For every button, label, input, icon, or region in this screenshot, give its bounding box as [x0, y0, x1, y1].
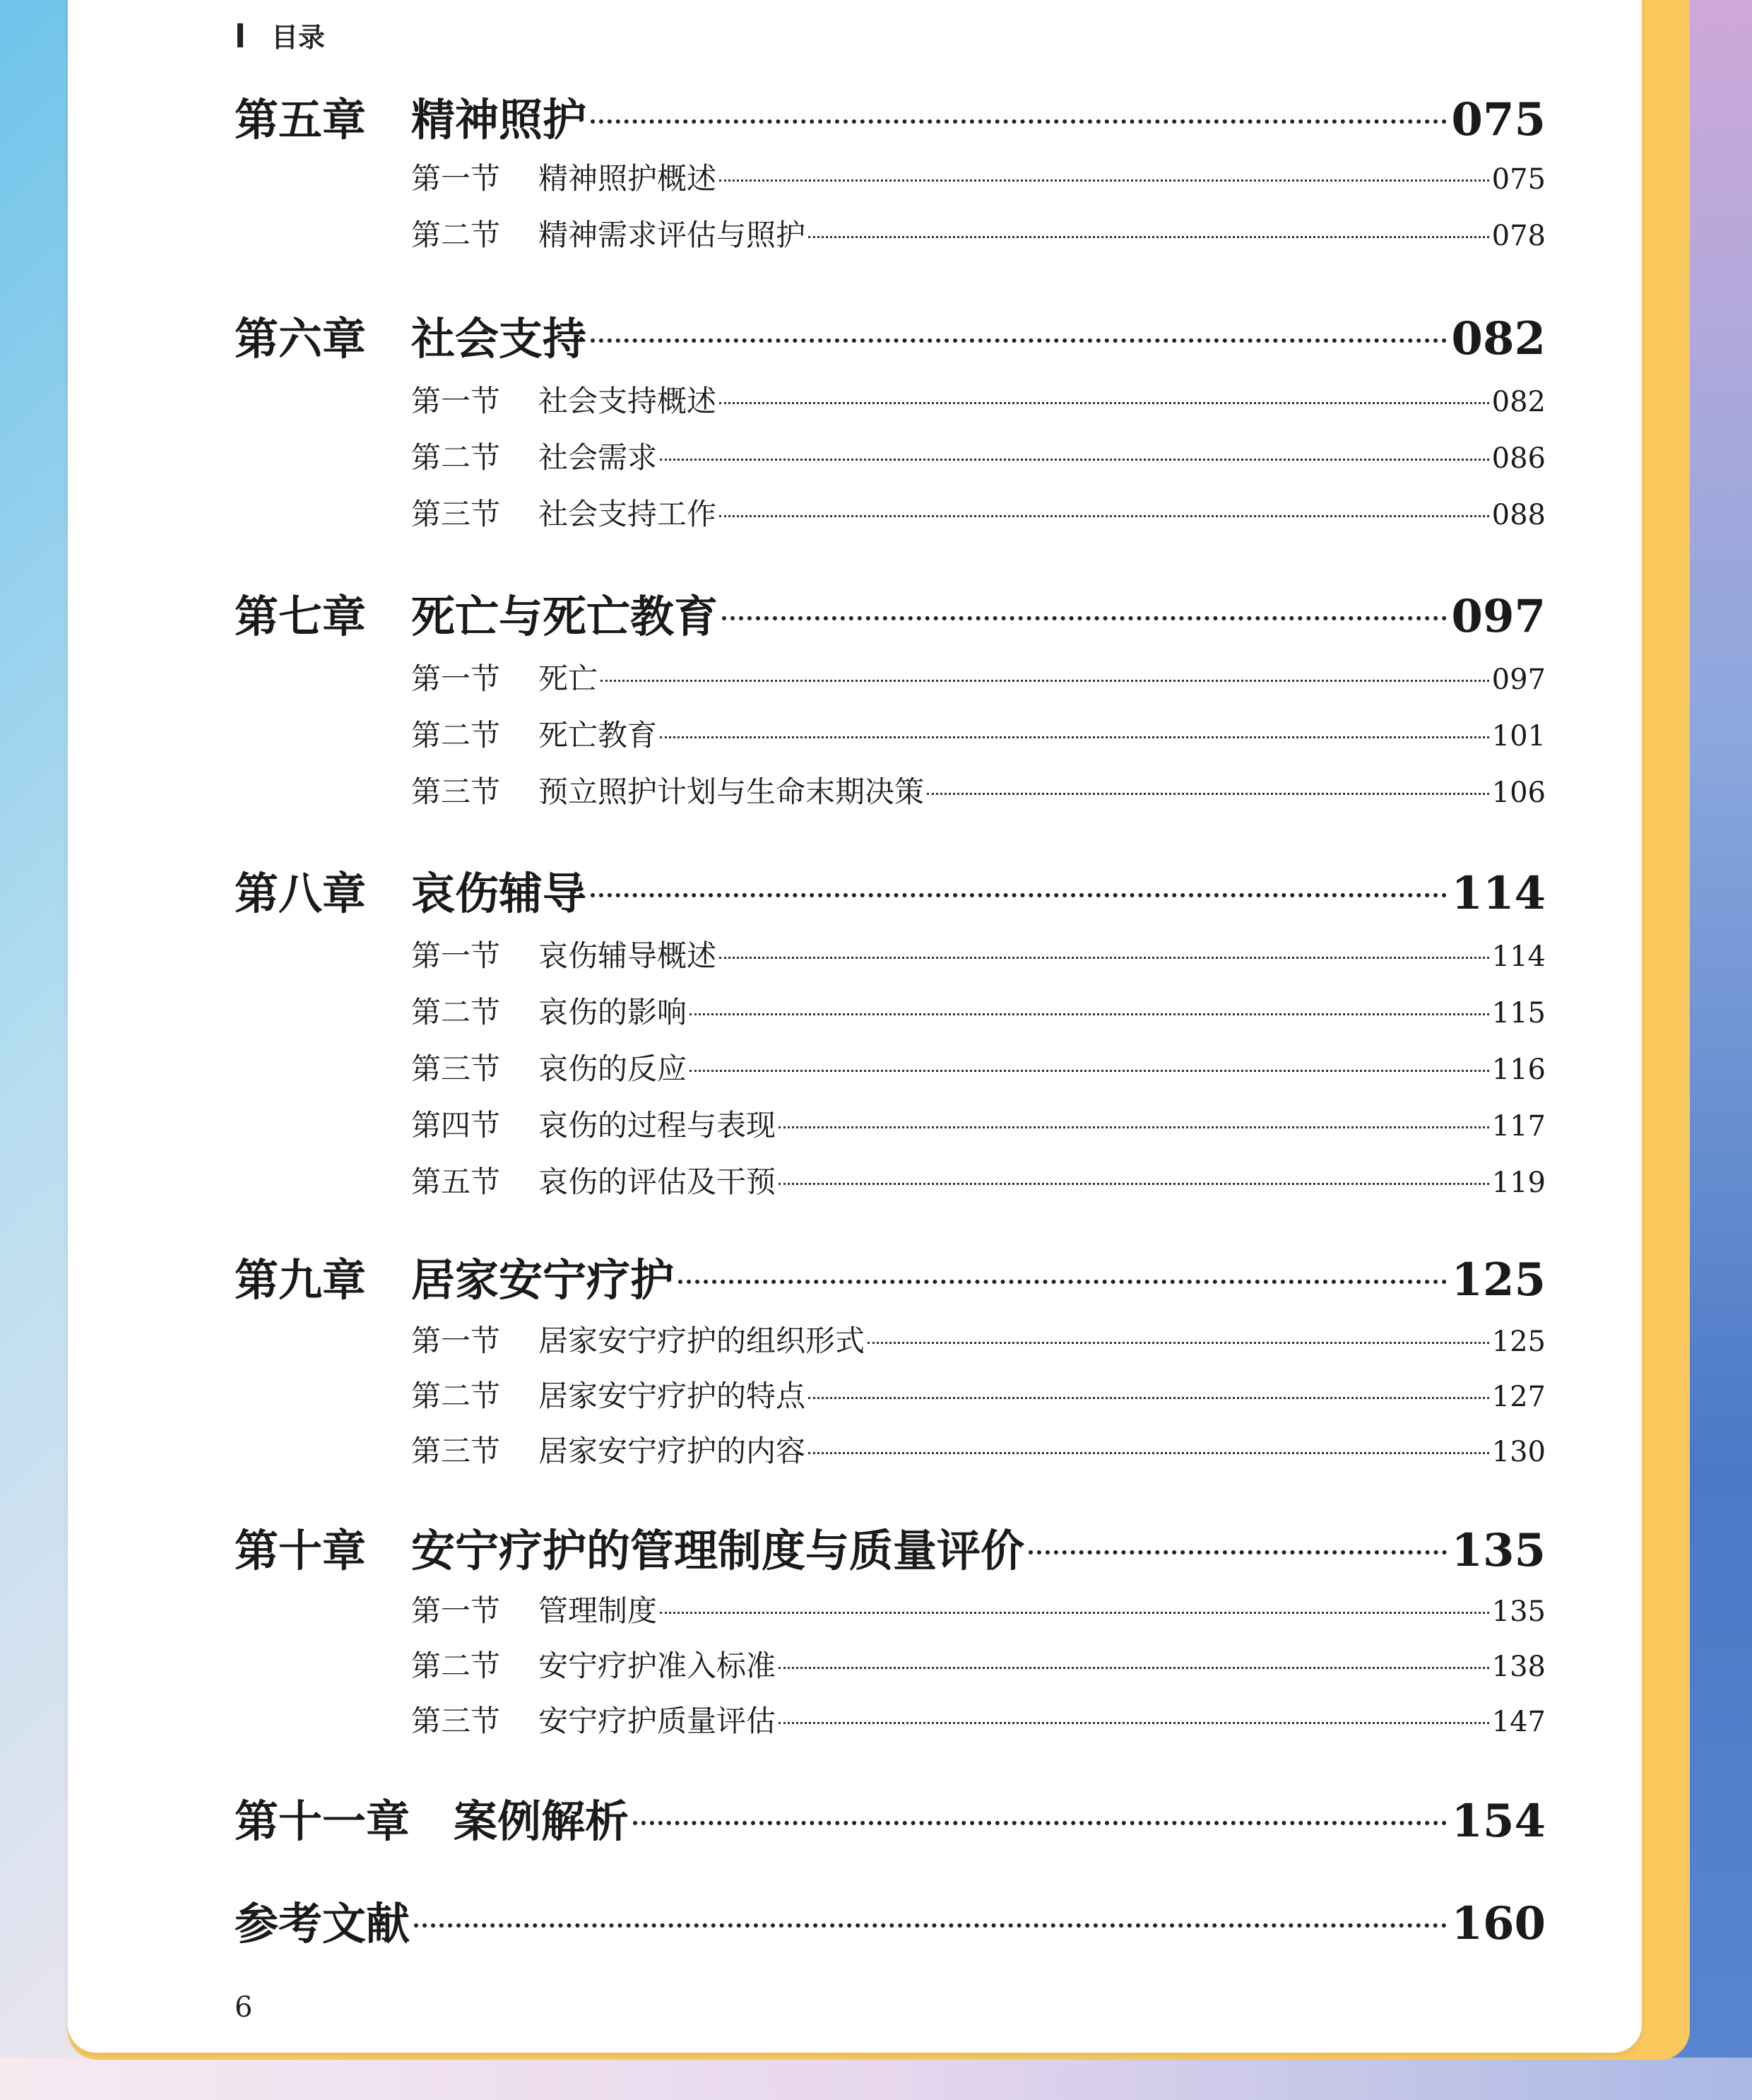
dot-leader: [719, 179, 1489, 182]
section-number: 第二节: [411, 1379, 501, 1413]
section-number: 第五节: [411, 1164, 501, 1199]
chapter-title: 安宁疗护的管理制度与质量评价: [411, 1525, 1025, 1576]
running-head: [237, 16, 325, 54]
section-number: 第三节: [411, 1051, 501, 1086]
dot-leader: [591, 119, 1447, 124]
dot-leader: [779, 1183, 1489, 1185]
toc-chapter[interactable]: [235, 1516, 1546, 1577]
section-number: 第二节: [411, 718, 501, 753]
dot-leader: [779, 1667, 1489, 1669]
dot-leader: [808, 236, 1489, 238]
dot-leader: [633, 1821, 1447, 1825]
chapter-page: 154: [1451, 1795, 1546, 1848]
section-title: 居家安宁疗护的内容: [538, 1434, 806, 1468]
running-head-text: 目录: [271, 21, 326, 53]
dot-leader: [660, 1612, 1489, 1614]
dot-leader: [808, 1397, 1489, 1399]
section-page: 097: [1491, 663, 1546, 696]
dot-leader: [927, 793, 1489, 795]
section-page: 106: [1491, 777, 1546, 809]
chapter-number: 第十一章: [235, 1795, 410, 1847]
section-title: 社会需求: [538, 440, 658, 475]
toc-section[interactable]: [411, 491, 1546, 531]
chapter-number: 第五章: [235, 94, 367, 146]
section-page: 127: [1491, 1381, 1546, 1413]
section-number: 第一节: [411, 1323, 501, 1358]
section-number: 第一节: [411, 161, 501, 196]
toc-section[interactable]: [411, 656, 1546, 695]
toc-section[interactable]: [411, 1373, 1546, 1412]
dot-leader: [678, 1280, 1447, 1284]
section-title: 居家安宁疗护的特点: [538, 1379, 806, 1413]
section-title: 社会支持工作: [538, 497, 717, 531]
dot-leader: [591, 893, 1447, 897]
section-number: 第三节: [411, 1434, 501, 1468]
section-title: 死亡教育: [538, 718, 658, 753]
toc-chapter[interactable]: [235, 304, 1546, 365]
section-page: 075: [1491, 163, 1546, 196]
dot-leader: [1029, 1550, 1447, 1555]
section-page: 116: [1491, 1054, 1546, 1086]
chapter-page: 114: [1451, 867, 1546, 920]
dot-leader: [600, 680, 1489, 682]
dot-leader: [779, 1722, 1489, 1724]
section-page: 082: [1491, 386, 1546, 418]
dot-leader: [719, 957, 1489, 959]
section-page: 115: [1491, 997, 1546, 1030]
section-number: 第三节: [411, 774, 501, 809]
section-title: 居家安宁疗护的组织形式: [538, 1323, 865, 1358]
section-title: 管理制度: [538, 1593, 658, 1628]
chapter-number: 第九章: [235, 1254, 367, 1306]
references-page: 160: [1451, 1897, 1546, 1950]
dot-leader: [719, 402, 1489, 404]
dot-leader: [660, 459, 1489, 461]
section-title: 死亡: [538, 661, 598, 696]
section-page: 119: [1491, 1167, 1546, 1199]
section-page: 088: [1491, 499, 1546, 531]
references-title: 参考文献: [235, 1898, 410, 1949]
toc-section[interactable]: [411, 712, 1546, 752]
toc-chapter[interactable]: [235, 1245, 1546, 1306]
toc-section[interactable]: [411, 1318, 1546, 1357]
dot-leader: [689, 1070, 1489, 1072]
chapter-title: 案例解析: [454, 1795, 629, 1847]
dot-leader: [808, 1452, 1489, 1454]
section-title: 哀伤的反应: [538, 1051, 687, 1086]
toc-page: [68, 0, 1642, 2053]
chapter-number: 第六章: [235, 313, 367, 365]
section-page: 101: [1491, 720, 1546, 753]
section-number: 第三节: [411, 497, 501, 531]
chapter-title: 哀伤辅导: [411, 868, 587, 919]
toc-section[interactable]: [411, 769, 1546, 808]
section-number: 第一节: [411, 1593, 501, 1628]
chapter-number: 第十章: [235, 1525, 367, 1576]
page-number: 6: [235, 1991, 253, 2024]
toc-chapter[interactable]: [235, 85, 1546, 146]
dot-leader: [722, 616, 1447, 620]
toc-section[interactable]: [411, 1159, 1546, 1198]
toc-references[interactable]: [235, 1889, 1546, 1950]
toc-section[interactable]: [411, 1643, 1546, 1682]
section-number: 第三节: [411, 1704, 501, 1738]
dot-leader: [591, 338, 1447, 343]
chapter-page: 135: [1451, 1524, 1546, 1577]
toc-chapter[interactable]: [235, 582, 1546, 643]
section-number: 第一节: [411, 661, 501, 696]
section-page: 078: [1491, 220, 1546, 252]
dot-leader: [719, 515, 1489, 517]
section-number: 第二节: [411, 995, 501, 1030]
toc-chapter[interactable]: [235, 1786, 1546, 1848]
section-title: 精神照护概述: [538, 161, 717, 196]
toc-chapter[interactable]: [235, 859, 1546, 920]
section-page: 138: [1491, 1651, 1546, 1683]
section-number: 第二节: [411, 218, 501, 252]
section-page: 086: [1491, 442, 1546, 475]
chapter-page: 125: [1451, 1253, 1546, 1306]
section-title: 精神需求评估与照护: [538, 218, 806, 252]
chapter-page: 097: [1451, 590, 1546, 643]
chapter-title: 社会支持: [411, 313, 587, 365]
section-number: 第一节: [411, 384, 501, 418]
dot-leader: [660, 736, 1489, 738]
background-bottom: [0, 2058, 1752, 2100]
section-title: 安宁疗护质量评估: [538, 1704, 776, 1738]
section-page: 135: [1491, 1595, 1546, 1628]
dot-leader: [868, 1342, 1489, 1344]
chapter-number: 第七章: [235, 591, 367, 642]
toc-section[interactable]: [411, 933, 1546, 972]
section-number: 第二节: [411, 1648, 501, 1683]
section-page: 125: [1491, 1326, 1546, 1358]
toc-section[interactable]: [411, 435, 1546, 474]
section-number: 第四节: [411, 1108, 501, 1143]
chapter-title: 精神照护: [411, 94, 587, 146]
section-title: 哀伤辅导概述: [538, 938, 717, 973]
section-number: 第二节: [411, 440, 501, 475]
section-page: 114: [1491, 940, 1546, 973]
section-title: 安宁疗护准入标准: [538, 1648, 776, 1683]
dot-leader: [689, 1013, 1489, 1015]
toc-section[interactable]: [411, 378, 1546, 418]
chapter-page: 082: [1451, 312, 1546, 365]
chapter-title: 死亡与死亡教育: [411, 591, 718, 642]
section-page: 147: [1491, 1706, 1546, 1738]
toc-section[interactable]: [411, 1102, 1546, 1142]
toc-section[interactable]: [411, 155, 1546, 195]
section-title: 哀伤的过程与表现: [538, 1108, 776, 1143]
toc-section[interactable]: [411, 989, 1546, 1029]
toc-section[interactable]: [411, 1428, 1546, 1468]
section-number: 第一节: [411, 938, 501, 973]
toc-section[interactable]: [411, 212, 1546, 252]
dot-leader: [414, 1923, 1447, 1928]
section-page: 130: [1491, 1436, 1546, 1468]
toc-section[interactable]: [411, 1046, 1546, 1085]
toc-section[interactable]: [411, 1698, 1546, 1738]
chapter-page: 075: [1451, 93, 1546, 146]
section-title: 预立照护计划与生命末期决策: [538, 774, 925, 809]
section-title: 社会支持概述: [538, 384, 717, 418]
chapter-title: 居家安宁疗护: [411, 1254, 675, 1306]
section-page: 117: [1491, 1110, 1546, 1143]
dot-leader: [779, 1126, 1489, 1128]
toc-section[interactable]: [411, 1588, 1546, 1627]
running-head-bar: [237, 23, 243, 47]
section-title: 哀伤的影响: [538, 995, 687, 1030]
chapter-number: 第八章: [235, 868, 367, 919]
section-title: 哀伤的评估及干预: [538, 1164, 776, 1199]
